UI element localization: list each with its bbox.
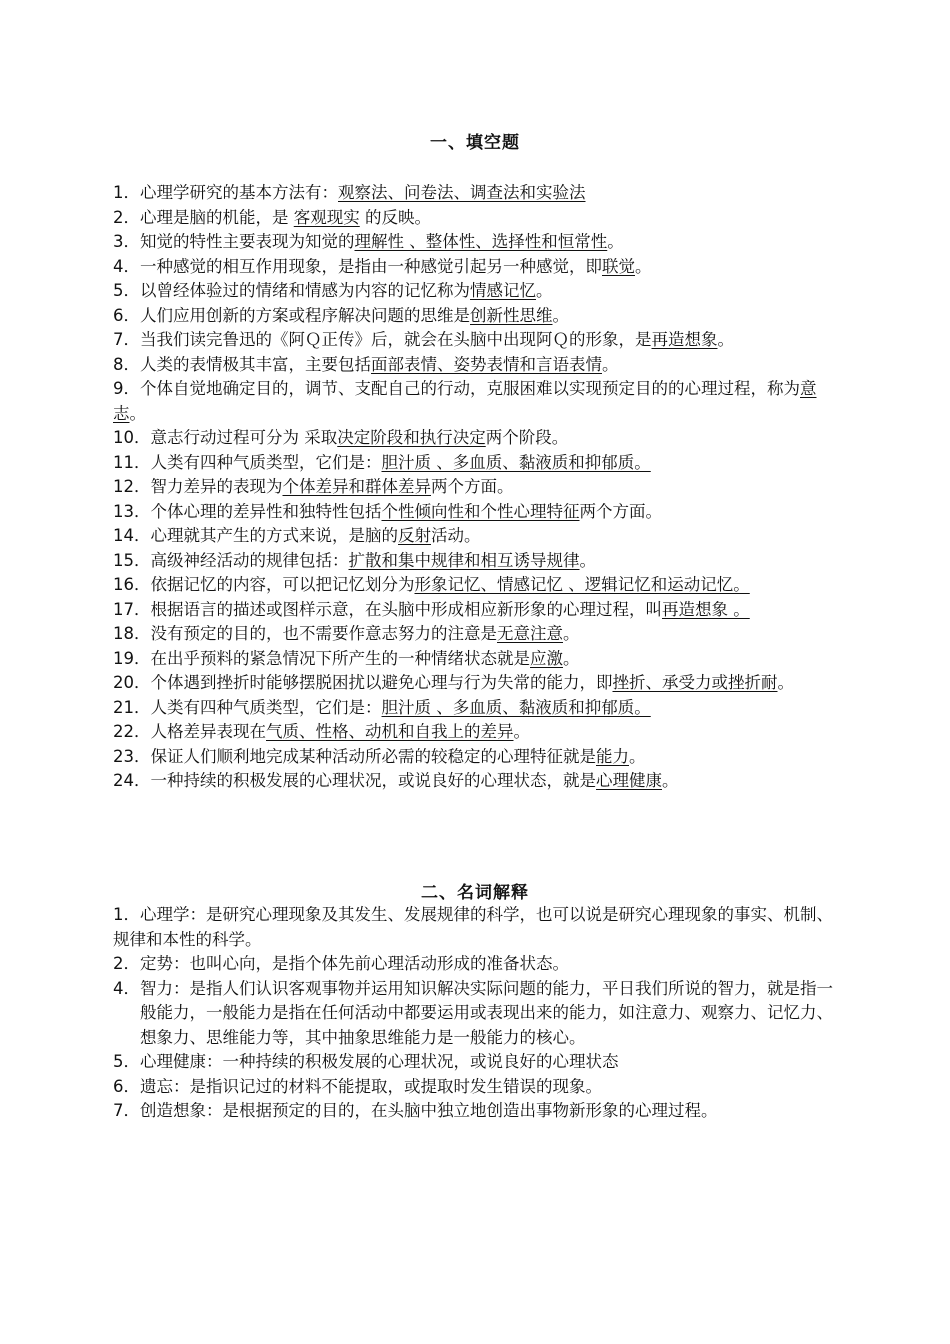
- definition-item: 1．心理学：是研究心理现象及其发生、发展规律的科学，也可以说是研究心理现象的事实、机制、规律和本性的科学。: [113, 905, 833, 949]
- answer: 联觉: [602, 256, 635, 276]
- definition-item: 4． 智力：是指人们认识客观事物并运用知识解决实际问题的能力，平日我们所说的智力，就是指一般能力，一般能力是指在任何活动中都要运用或表现出来的能力，如注意力、观察力、记忆力、想象力、思维能力等，其中抽象思维能力是一般能力的核心。: [113, 978, 833, 1047]
- section-2-title: 二、名词解释: [421, 883, 529, 903]
- fill-item: 2．心理是脑的机能，是 客观现实 的反映。: [113, 207, 431, 227]
- answer: 无意注意: [497, 624, 563, 643]
- answer: 能力: [596, 746, 629, 766]
- answer: 创新性思维: [470, 305, 553, 325]
- fill-item: 5．以曾经体验过的情绪和情感为内容的记忆称为情感记忆。: [113, 281, 553, 300]
- fill-item: 16．依据记忆的内容，可以把记忆划分为形象记忆、情感记忆 、逻辑记忆和运动记忆。: [113, 575, 750, 594]
- answer: 胆汁质 、多血质、黏液质和抑郁质。: [381, 697, 651, 717]
- fill-item: 1．心理学研究的基本方法有：观察法、问卷法、调查法和实验法: [113, 183, 586, 202]
- answer: 客观现实: [293, 207, 360, 227]
- answer: 再造想象 。: [662, 599, 750, 619]
- answer: 理解性 、整体性、选择性和恒常性: [354, 232, 608, 251]
- answer: 扩散和集中规律和相互诱导规律: [348, 550, 580, 570]
- definition-item: 6． 遗忘：是指识记过的材料不能提取，或提取时发生错误的现象。: [113, 1076, 602, 1096]
- fill-item: 12．智力差异的表现为个体差异和群体差异两个方面。: [113, 477, 514, 496]
- fill-item: 20．个体遇到挫折时能够摆脱困扰以避免心理与行为失常的能力，即挫折、承受力或挫折耐。: [113, 673, 794, 692]
- definitions-list: [113, 903, 833, 1124]
- answer: 心理健康: [596, 771, 662, 790]
- definition-item: 7． 创造想象：是根据预定的目的，在头脑中独立地创造出事物新形象的心理过程。: [113, 1101, 718, 1120]
- fill-item: 6．人们应用创新的方案或程序解决问题的思维是创新性思维。: [113, 305, 569, 325]
- fill-item: 24．一种持续的积极发展的心理状况，或说良好的心理状态，就是心理健康。: [113, 771, 679, 790]
- answer: 情感记忆: [470, 281, 536, 300]
- fill-item: 21．人类有四种气质类型，它们是：胆汁质 、多血质、黏液质和抑郁质。: [113, 697, 651, 717]
- answer: 再造想象: [651, 330, 718, 349]
- answer: 面部表情、姿势表情和言语表情: [371, 354, 602, 374]
- fill-item: 3．知觉的特性主要表现为知觉的理解性 、整体性、选择性和恒常性。: [113, 232, 624, 251]
- fill-item: 17．根据语言的描述或图样示意，在头脑中形成相应新形象的心理过程，叫再造想象 。: [113, 599, 750, 619]
- fill-item: 7．当我们读完鲁迅的《阿Ｑ正传》后，就会在头脑中出现阿Ｑ的形象，是再造想象。: [113, 330, 734, 349]
- fill-item: 10．意志行动过程可分为 采取决定阶段和执行决定两个阶段。: [113, 428, 569, 447]
- answer: 决定阶段和执行决定: [337, 428, 486, 447]
- answer: 个体差异和群体差异: [282, 477, 431, 496]
- answer: 个性倾向性和个性心理特征: [381, 501, 580, 521]
- answer: 观察法、问卷法、调查法和实验法: [338, 183, 586, 202]
- fill-item: 13．个体心理的差异性和独特性包括个性倾向性和个性心理特征两个方面。: [113, 501, 662, 521]
- fill-item: 15．高级神经活动的规律包括：扩散和集中规律和相互诱导规律。: [113, 550, 596, 570]
- fill-item: 14．心理就其产生的方式来说，是脑的反射活动。: [113, 526, 481, 545]
- answer: 挫折、承受力或挫折耐: [612, 673, 778, 692]
- fill-item: 9．个体自觉地确定目的，调节、支配自己的行动，克服困难以实现预定目的的心理过程，称为意志。: [113, 379, 817, 423]
- section-1-title: 一、填空题: [430, 133, 520, 153]
- fill-item: 19．在出乎预料的紧急情况下所产生的一种情绪状态就是应激。: [113, 648, 580, 668]
- answer: 胆汁质 、多血质、黏液质和抑郁质。: [381, 452, 651, 472]
- fill-item: 23．保证人们顺利地完成某种活动所必需的较稳定的心理特征就是能力。: [113, 746, 646, 766]
- answer: 意志: [113, 379, 817, 423]
- definition-item: 5． 心理健康：一种持续的积极发展的心理状况，或说良好的心理状态: [113, 1052, 619, 1071]
- fill-item: 18．没有预定的目的，也不需要作意志努力的注意是无意注意。: [113, 624, 580, 643]
- definition-item: 2．定势：也叫心向，是指个体先前心理活动形成的准备状态。: [113, 954, 569, 973]
- answer: 气质、性格、动机和自我上的差异: [266, 722, 514, 741]
- fill-item: 8．人类的表情极其丰富，主要包括面部表情、姿势表情和言语表情。: [113, 354, 619, 374]
- fill-in-list: [113, 181, 833, 794]
- fill-item: 11．人类有四种气质类型，它们是：胆汁质 、多血质、黏液质和抑郁质。: [113, 452, 651, 472]
- fill-item: 22．人格差异表现在气质、性格、动机和自我上的差异。: [113, 722, 530, 741]
- answer: 形象记忆、情感记忆 、逻辑记忆和运动记忆。: [414, 575, 750, 594]
- fill-item: 4．一种感觉的相互作用现象，是指由一种感觉引起另一种感觉，即联觉。: [113, 256, 652, 276]
- answer: 应激: [530, 648, 563, 668]
- answer: 反射: [398, 526, 431, 545]
